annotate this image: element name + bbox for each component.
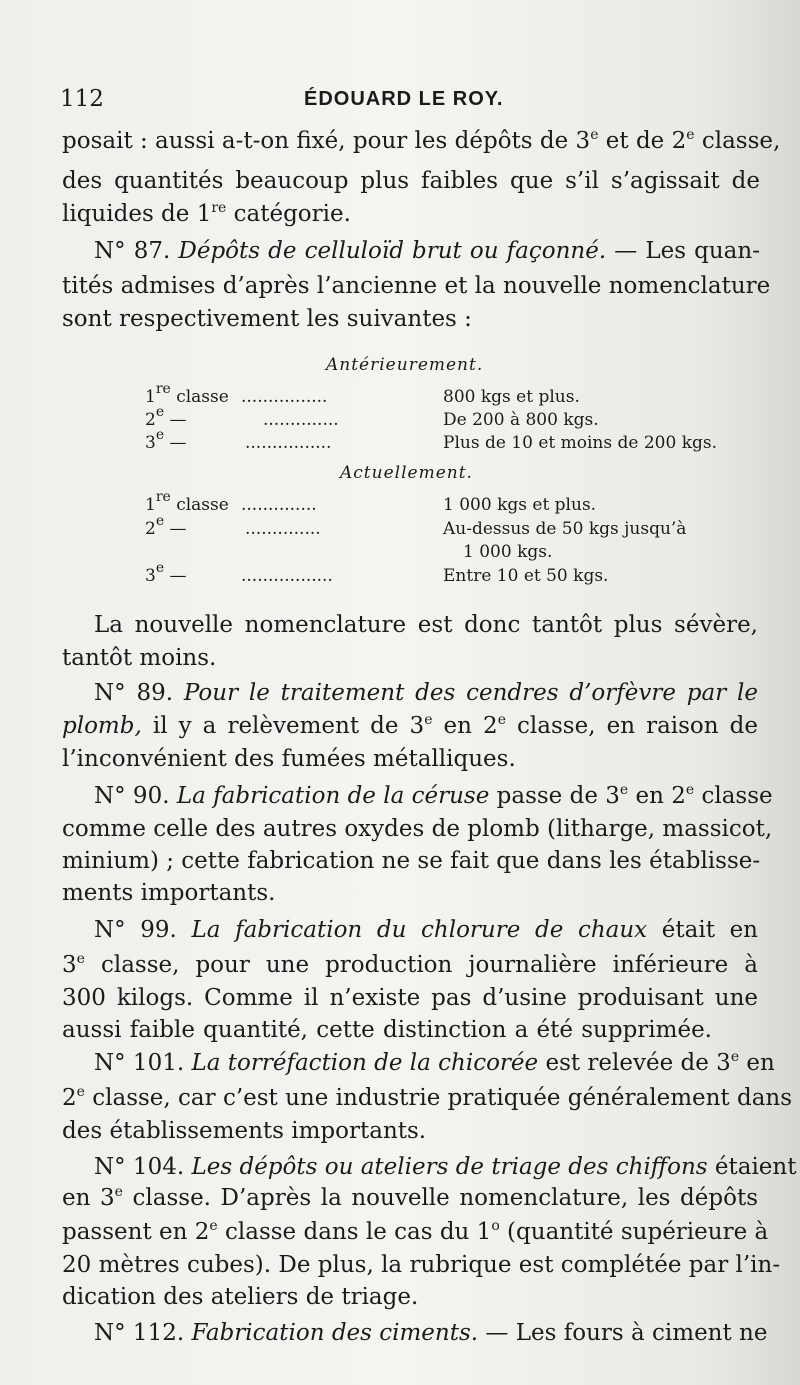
paragraph-90-line: N° 90. La fabrication de la céruse passe de 3e en 2e classe <box>94 782 773 809</box>
table-heading-after: Actuellement. <box>340 463 473 483</box>
paragraph-line: La nouvelle nomenclature est donc tantôt plus sévère, <box>94 612 758 638</box>
paragraph-89-line: plomb, il y a relèvement de 3e en 2e classe, en raison de <box>62 712 758 739</box>
paragraph-101-line: des établissements importants. <box>62 1118 427 1144</box>
paragraph-101-line: 2e classe, car c’est une industrie pratiquée généralement dans <box>62 1084 793 1111</box>
paragraph-104-line: passent en 2e classe dans le cas du 1$^o$ (quantité supérieure à <box>62 1218 769 1245</box>
page-header <box>60 86 740 116</box>
paragraph-104-line: dication des ateliers de triage. <box>62 1284 419 1310</box>
paragraph-line: posait : aussi a-t-on fixé, pour les dépôts de 3e et de 2e classe, <box>62 127 781 154</box>
paragraph-89-line: l’inconvénient des fumées métalliques. <box>62 746 516 772</box>
paragraph-90-line: minium) ; cette fabrication ne se fait que dans les établisse- <box>62 848 761 874</box>
paragraph-99-line: aussi faible quantité, cette distinction a été supprimée. <box>62 1017 712 1043</box>
table-heading-before: Antérieurement. <box>326 355 484 375</box>
paragraph-line: liquides de 1re catégorie. <box>62 200 351 227</box>
paragraph-90-line: ments importants. <box>62 880 276 906</box>
page-number: 112 <box>60 86 104 112</box>
paragraph-104-line: en 3e classe. D’après la nouvelle nomenclature, les dépôts <box>62 1184 759 1211</box>
paragraph-104-line: 20 mètres cubes). De plus, la rubrique est complétée par l’in- <box>62 1252 781 1278</box>
paragraph-87-line: tités admises d’après l’ancienne et la nouvelle nomenclature <box>62 273 771 299</box>
book-page: 112 ÉDOUARD LE ROY. posait : aussi a-t-on fixé, pour les dépôts de 3e et de 2e classe, des quantités beaucoup plus faibles que s’il s’agissait de liquides de 1re catégorie. N° 87. Dépôts de celluloïd brut ou façonné. — Les quan- tités admises d’après l’ancienne et la nouvelle nomenclature sont respectivement les suivantes : Antérieurement. 1re classe ................ 800 kgs et plus. 2e — .............. De 200 à 800 kgs. 3e — ................ Plus de 10 et moins de 200 kgs. Actuellement. 1re classe .............. 1 000 kgs et plus. 2e — .............. Au-dessus de 50 kgs jusqu’à 1 000 kgs. 3e — ................. Entre 10 et 50 kgs. La nouvelle nomenclature est donc tantôt plus sévère, tantôt moins. N° 89. Pour le traitement des cendres d’orfèvre par le plomb, il y a relèvement de 3e en 2e classe, en raison de l’inconvénient des fumées métalliques. N° 90. La fabrication de la céruse passe de 3e en 2e classe comme celle des autres oxydes de plomb (litharge, massicot, minium) ; cette fabrication ne se fait que dans les établisse- ments importants. N° 99. La fabrication du chlorure de chaux était en 3e classe, pour une production journalière inférieure à 300 kilogs. Comme il n’existe pas d’usine produisant une aussi faible quantité, cette distinction a été supprimée. N° 101. La torréfaction de la chicorée est relevée de 3e en 2e classe, car c’est une industrie pratiquée généralement dans des établissements importants. N° 104. Les dépôts ou ateliers de triage des chiffons étaient en 3e classe. D’après la nouvelle nomenclature, les dépôts passent en 2e classe dans le cas du 1$^o$ (quantité supérieure à 20 mètres cubes). De plus, la rubrique est complétée par l’in- dication des ateliers de triage. N° 112. Fabrication des ciments. — Les fours à ciment ne <box>60 86 797 1346</box>
paragraph-87-line: sont respectivement les suivantes : <box>62 306 472 332</box>
paragraph-87-line: N° 87. Dépôts de celluloïd brut ou façonné. — Les quan- <box>94 238 760 264</box>
paragraph-112-line: N° 112. Fabrication des ciments. — Les fours à ciment ne <box>94 1320 768 1346</box>
paragraph-99-line: N° 99. La fabrication du chlorure de chaux était en <box>94 917 758 943</box>
paragraph-99-line: 300 kilogs. Comme il n’existe pas d’usine produisant une <box>62 985 758 1011</box>
paragraph-101-line: N° 101. La torréfaction de la chicorée est relevée de 3e en <box>94 1049 775 1076</box>
paragraph-90-line: comme celle des autres oxydes de plomb (litharge, massicot, <box>62 816 773 842</box>
paragraph-104-line: N° 104. Les dépôts ou ateliers de triage des chiffons étaient <box>94 1154 797 1180</box>
paragraph-line: tantôt moins. <box>62 645 217 671</box>
running-title: ÉDOUARD LE ROY. <box>304 88 504 110</box>
paragraph-99-line: 3e classe, pour une production journalière inférieure à <box>62 951 758 978</box>
paragraph-89-line: N° 89. Pour le traitement des cendres d’orfèvre par le <box>94 680 758 706</box>
paragraph-line: des quantités beaucoup plus faibles que s’il s’agissait de <box>62 168 760 194</box>
